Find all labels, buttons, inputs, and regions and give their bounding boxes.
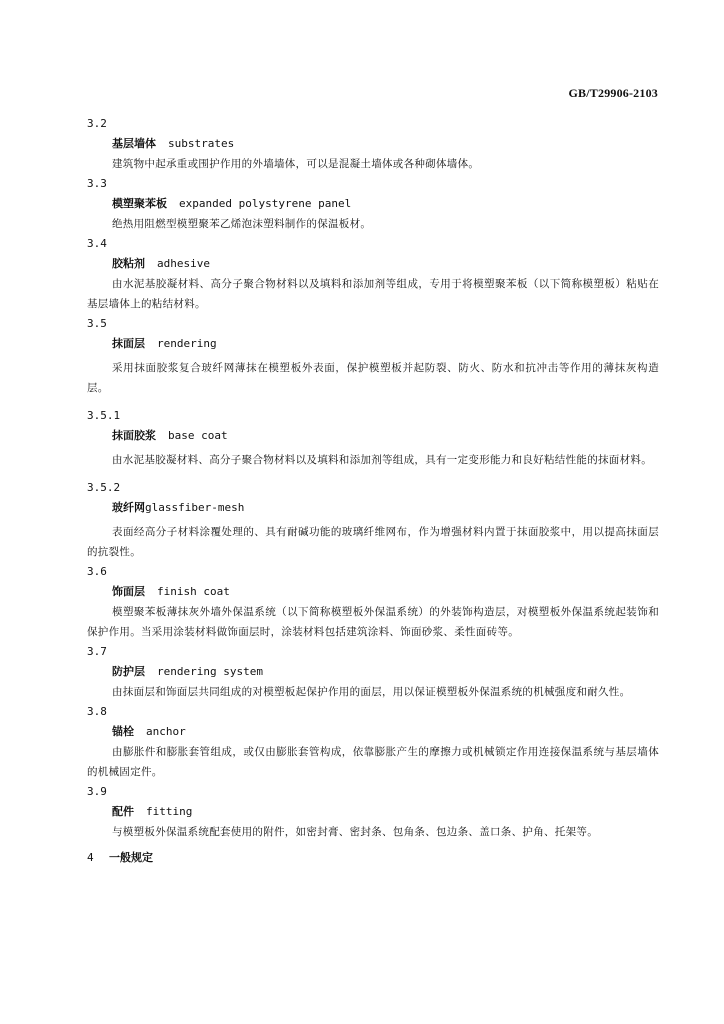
term-english: anchor xyxy=(146,725,186,738)
clause-number: 3.6 xyxy=(87,565,107,578)
term-english: rendering system xyxy=(157,665,263,678)
term-english: fitting xyxy=(146,805,193,818)
term-definition: 由水泥基胶凝材料、高分子聚合物材料以及填料和添加剂等组成，专用于将模塑聚苯板（以下简称模塑板）粘贴在基层墙体上的粘结材料。 xyxy=(87,278,659,310)
term-line xyxy=(87,194,659,214)
term-definition: 建筑物中起承重或围护作用的外墙墙体，可以是混凝土墙体或各种砌体墙体。 xyxy=(112,158,480,170)
term-line xyxy=(87,662,659,682)
section-number: 4 xyxy=(87,851,94,864)
term-definition: 由抹面层和饰面层共同组成的对模塑板起保护作用的面层，用以保证模塑板外保温系统的机械强度和耐久性。 xyxy=(112,686,631,698)
term-line xyxy=(87,254,659,274)
term-english: finish coat xyxy=(157,585,230,598)
standard-number: GB/T29906-2103 xyxy=(568,86,658,100)
section-title: 一般规定 xyxy=(109,851,153,864)
term-definition: 由水泥基胶凝材料、高分子聚合物材料以及填料和添加剂等组成，具有一定变形能力和良好粘结性能的抹面材料。 xyxy=(112,454,652,466)
clause-number: 3.2 xyxy=(87,117,107,130)
term-chinese: 抹面层 xyxy=(112,337,145,350)
term-chinese: 胶粘剂 xyxy=(112,257,145,270)
term-definition: 绝热用阻燃型模塑聚苯乙烯泡沫塑料制作的保温板材。 xyxy=(112,218,372,230)
term-english: base coat xyxy=(168,429,228,442)
term-line xyxy=(87,498,659,518)
clause-number: 3.3 xyxy=(87,177,107,190)
clause-number: 3.5.1 xyxy=(87,409,121,422)
term-line xyxy=(87,334,659,354)
term-definition: 由膨胀件和膨胀套管组成，或仅由膨胀套管构成，依靠膨胀产生的摩擦力或机械锁定作用连接保温系统与基层墙体的机械固定件。 xyxy=(87,746,659,778)
term-english: substrates xyxy=(168,137,235,150)
term-chinese: 配件 xyxy=(112,805,134,818)
document-body xyxy=(87,114,659,868)
clause-number: 3.4 xyxy=(87,237,107,250)
term-english: rendering xyxy=(157,337,217,350)
term-line xyxy=(87,426,659,446)
term-line xyxy=(87,134,659,154)
section-heading xyxy=(87,848,659,868)
term-definition: 采用抹面胶浆复合玻纤网薄抹在模塑板外表面，保护模塑板并起防裂、防火、防水和抗冲击等作用的薄抹灰构造层。 xyxy=(87,362,659,394)
term-english: expanded polystyrene panel xyxy=(179,197,352,210)
term-line xyxy=(87,722,659,742)
term-chinese: 抹面胶浆 xyxy=(112,429,156,442)
term-definition: 模塑聚苯板薄抹灰外墙外保温系统（以下简称模塑板外保温系统）的外装饰构造层，对模塑板外保温系统起装饰和保护作用。当采用涂装材料做饰面层时，涂装材料包括建筑涂料、饰面砂浆、柔性面砖等。 xyxy=(87,606,659,638)
term-english: adhesive xyxy=(157,257,210,270)
clause-number: 3.5.2 xyxy=(87,481,121,494)
term-line xyxy=(87,802,659,822)
term-chinese: 锚栓 xyxy=(112,725,134,738)
clause-number: 3.8 xyxy=(87,705,107,718)
term-definition: 与模塑板外保温系统配套使用的附件，如密封膏、密封条、包角条、包边条、盖口条、护角、托架等。 xyxy=(112,826,598,838)
term-chinese: 基层墙体 xyxy=(112,137,156,150)
term-english: glassfiber-mesh xyxy=(145,501,245,514)
clause-number: 3.7 xyxy=(87,645,107,658)
term-definition: 表面经高分子材料涂覆处理的、具有耐碱功能的玻璃纤维网布，作为增强材料内置于抹面胶浆中，用以提高抹面层的抗裂性。 xyxy=(87,526,659,558)
term-line xyxy=(87,582,659,602)
clause-number: 3.5 xyxy=(87,317,107,330)
term-chinese: 防护层 xyxy=(112,665,145,678)
term-chinese: 模塑聚苯板 xyxy=(112,197,167,210)
term-chinese: 玻纤网 xyxy=(112,501,145,514)
clause-number: 3.9 xyxy=(87,785,107,798)
term-chinese: 饰面层 xyxy=(112,585,145,598)
